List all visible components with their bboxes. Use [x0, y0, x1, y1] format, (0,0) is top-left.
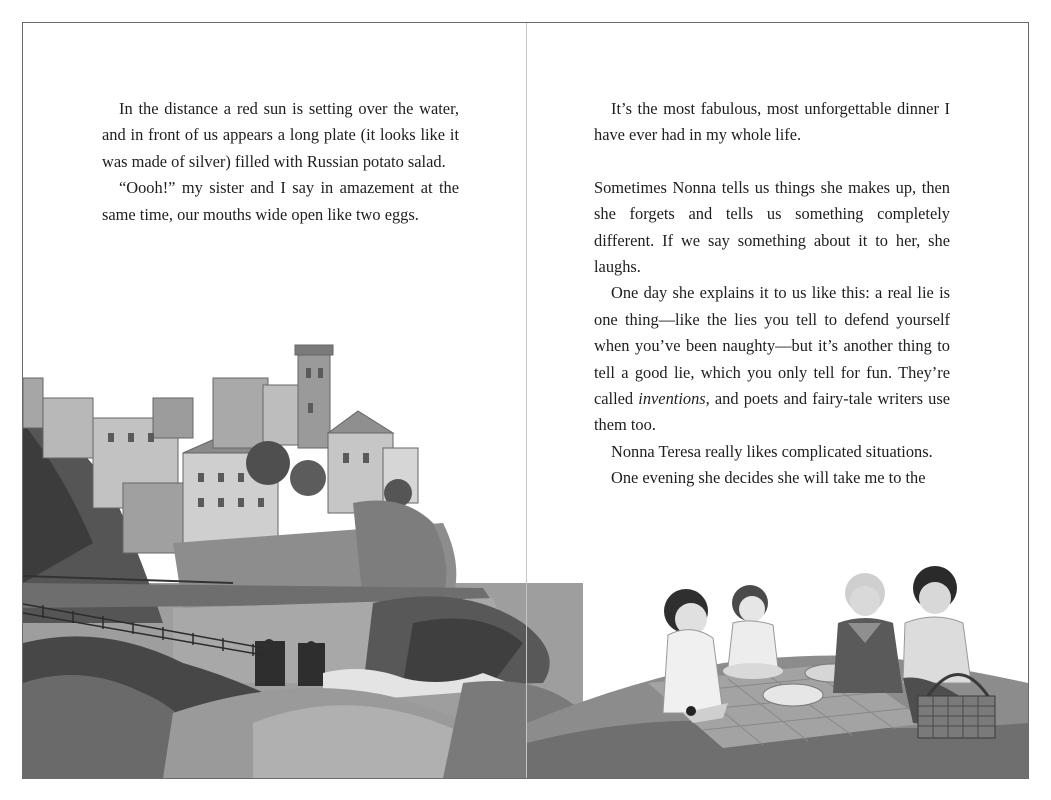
right-paragraph-5: One evening she decides she will take me to the [611, 468, 926, 488]
figure-girl-dark-hair [663, 589, 728, 723]
right-paragraph-2: Sometimes Nonna tells us things she makes up, then she forgets and tells us something completely different. If we say something about it to her, she laughs. [594, 177, 950, 277]
village-scene [23, 345, 583, 778]
right-paragraph-3-end: , and poets and fairy-tale writers use them too. [594, 389, 950, 435]
figure-grandmother [833, 573, 903, 693]
left-page-text [102, 96, 459, 228]
right-paragraph-3-start: One day she explains it to us like this: a real lie is one thing—like the lies you tell to defend yourself when you’ve been naughty—but it’s another thing to tell a good lie, which you only tell for fun. They’re called [594, 283, 950, 409]
right-paragraph-3-emphasis: inventions [638, 389, 706, 409]
right-paragraph-1: It’s the most fabulous, most unforgettable dinner I have ever had in my whole life. [594, 99, 950, 145]
left-paragraph-1: In the distance a red sun is setting over the water, and in front of us appears a long plate (it looks like it was made of silver) filled with Russian potato salad. [102, 99, 459, 171]
picnic-scene [527, 566, 1028, 778]
right-paragraph-4: Nonna Teresa really likes complicated situations. [611, 441, 933, 461]
page-gutter [526, 23, 527, 778]
book-spread [22, 22, 1029, 779]
figure-girl-small [723, 585, 783, 679]
right-paragraph-3 [594, 280, 950, 438]
right-page-text [594, 96, 950, 492]
left-paragraph-2: “Oooh!” my sister and I say in amazement at the same time, our mouths wide open like two eggs. [102, 178, 459, 224]
